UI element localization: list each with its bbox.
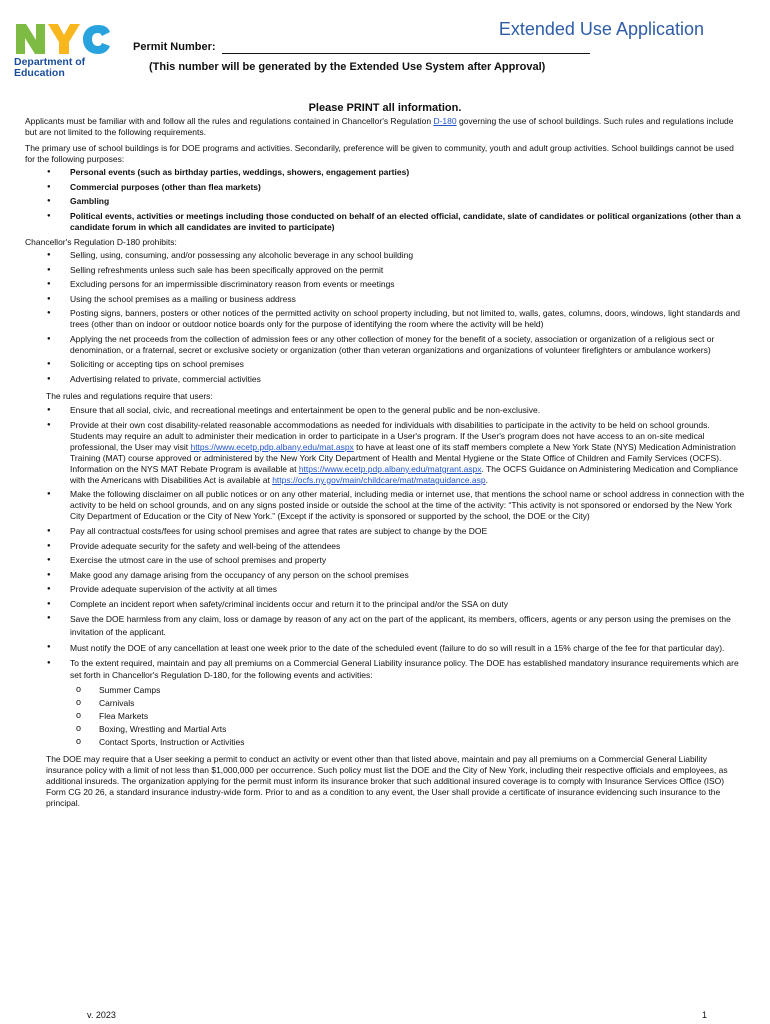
- list-item: ● Make good any damage arising from the occupancy of any person on the school premises: [25, 570, 745, 581]
- prohibited-purposes-list: [25, 167, 745, 233]
- rule-text: Provide at their own cost disability-related reasonable accommodations as needed for individuals with disabilities to participate in the activity to be held on school grounds. Students may require an adult to administer their medication in order to participate in a User's program. If the User's program does not have access to an on-site medical professional, the User may visit: [70, 419, 710, 452]
- list-item: [25, 658, 745, 680]
- list-item: ● Gambling: [25, 196, 745, 207]
- list-item: o Summer Camps: [25, 685, 745, 696]
- list-item: o Boxing, Wrestling and Martial Arts: [25, 724, 745, 735]
- list-item: ● Excluding persons for an impermissible discriminatory reason from events or meetings: [25, 279, 745, 290]
- rule-text: To the extent required, maintain and pay all premiums on a Commercial General Liability insurance policy. The DOE has established mandatory insurance requirements which are set forth in Chancellor's Regulation D-180, for the following events and activities:: [70, 658, 739, 680]
- list-item: ● Posting signs, banners, posters or other notices of the permitted activity on school property including, but not limited to, walls, gates, columns, doors, windows, light standards and trees (other than on indoor or outdoor notice boards only for the purpose of identifying the room where the activity will be held): [25, 308, 745, 330]
- intro-text-a: Applicants must be familiar with and follow all the rules and regulations contained in Chancellor's Regulation: [25, 116, 434, 126]
- logo-line-2: Education: [14, 67, 65, 79]
- list-item: ● Commercial purposes (other than flea markets): [25, 182, 745, 193]
- list-item: ● Soliciting or accepting tips on school premises: [25, 359, 745, 370]
- page-title: Extended Use Application: [498, 19, 704, 39]
- list-item: ● Ensure that all social, civic, and recreational meetings and entertainment be open to the general public and be non-exclusive.: [25, 405, 745, 416]
- rule-text: .: [485, 474, 488, 485]
- list-item: ● Political events, activities or meetings including those conducted on behalf of an elected official, candidate, slate of candidates or political organizations (other than a candidate forum in which all candidates are invited to participate): [25, 211, 745, 233]
- print-heading: Please PRINT all information.: [308, 102, 462, 114]
- permit-number-note: (This number will be generated by the Extended Use System after Approval): [149, 61, 546, 73]
- list-item: ● Using the school premises as a mailing or business address: [25, 294, 745, 305]
- list-item: ● Provide adequate supervision of the activity at all times: [25, 584, 745, 595]
- list-item: ● Exercise the utmost care in the use of school premises and property: [25, 555, 745, 566]
- list-item: ● Applying the net proceeds from the collection of admission fees or any other collection of money for the benefit of a society, association or organization of a religious sect or denomination, or a fraternal, secret or exclusive society or organization (other than veteran organizations and organizations of volunteer firefighters or ambulance workers): [25, 334, 745, 356]
- list-item: ● Selling, using, consuming, and/or possessing any alcoholic beverage in any school building: [25, 250, 745, 261]
- user-rules-list: [25, 405, 745, 681]
- list-item: ● Personal events (such as birthday parties, weddings, showers, engagement parties): [25, 167, 745, 178]
- insurance-events-list: [25, 685, 745, 748]
- rule-text: . The OCFS Guidance on Administering Medication and Compliance with the Americans with Disabilities Act is available at: [70, 463, 738, 485]
- list-item: ● Pay all contractual costs/fees for using school premises and agree that rates are subject to change by the DOE: [25, 526, 745, 537]
- list-item: ● Complete an incident report when safety/criminal incidents occur and return it to the principal and/or the SSA on duty: [25, 599, 745, 610]
- list-item: o Flea Markets: [25, 711, 745, 722]
- list-item: ● Selling refreshments unless such sale has been specifically approved on the permit: [25, 265, 745, 276]
- permit-number-label: Permit Number:: [133, 41, 216, 53]
- list-item: [25, 420, 745, 486]
- list-item: ● Save the DOE harmless from any claim, loss or damage by reason of any act on the part of the applicant, its members, officers, agents or any person using the premises on the invitation of the applicant.: [25, 613, 745, 639]
- list-item: o Carnivals: [25, 698, 745, 709]
- intro-text-b: governing the use of school buildings. Such rules and regulations include but are not limited to the following requirements.: [25, 116, 734, 138]
- list-item: o Contact Sports, Instruction or Activities: [25, 737, 745, 748]
- list-item: ● Advertising related to private, commercial activities: [25, 374, 745, 385]
- list-item: ● Provide adequate security for the safety and well-being of the attendees: [25, 541, 745, 552]
- nyc-logo-icon: [14, 20, 124, 56]
- rules-heading: The rules and regulations require that users:: [46, 390, 213, 401]
- nyc-doe-logo: [14, 20, 124, 82]
- intro-paragraph-1: [25, 116, 745, 138]
- d180-prohibits-list: [25, 250, 745, 385]
- permit-number-row: [133, 40, 590, 54]
- intro-paragraph-2: The primary use of school buildings is for DOE programs and activities. Secondarily, preference will be given to community, youth and adult group activities. School buildings cannot be used for the following purposes:: [25, 143, 734, 165]
- version-label: v. 2023: [87, 1010, 116, 1020]
- d180-heading: Chancellor's Regulation D-180 prohibits:: [25, 236, 177, 247]
- mat-link[interactable]: https://www.ecetp.pdp.albany.edu/mat.aspx: [190, 441, 354, 452]
- list-item: ● Make the following disclaimer on all public notices or on any other material, including media or internet use, that mentions the school name or school address in connection with the activity to be held on school grounds, and on any signs posted inside or outside the school at the time of the activity: “This activity is not sponsored or endorsed by the New York City Department of Education or the City of New York.” (Except if the activity is sponsored or supported by the school, the DOE or the City): [25, 489, 745, 522]
- matgrant-link[interactable]: https://www.ecetp.pdp.albany.edu/matgrant.aspx: [298, 463, 482, 474]
- ocfs-guidance-link[interactable]: https://ocfs.ny.gov/main/childcare/mat/mataguidance.asp: [272, 474, 486, 485]
- page-number: 1: [702, 1010, 708, 1020]
- d180-link[interactable]: D-180: [433, 116, 457, 126]
- permit-number-field[interactable]: [222, 43, 590, 54]
- closing-paragraph: The DOE may require that a User seeking a permit to conduct an activity or event other than that listed above, maintain and pay all premiums on a Commercial General Liability insurance policy with a limit of not less than $1,000,000 per occurrence. Such policy must list the DOE and the City of New York, including their respective officials and employees, as additional insureds. The organization applying for the permit must inform its insurance broker that such additional insured coverage is to comply with Insurance Services Office (ISO) Form CG 20 26, a standard insurance industry-wide form. Prior to and as a condition to any event, the User shall provide a certificate of insurance evidencing such insurance to the principal.: [46, 753, 728, 808]
- list-item: ● Must notify the DOE of any cancellation at least one week prior to the date of the scheduled event (failure to do so will result in a 15% charge of the fee for that particular day).: [25, 642, 745, 655]
- rule-text: to have at least one of its staff members complete a New York State (NYS) Medication Administration Training (MAT) course approved or administered by the New York City Department of Health and Mental Hygiene or the State Office of Children and Family Services (OCFS). Information on the NYS MAT Rebate Program is available at: [70, 441, 736, 474]
- document-body: [25, 116, 745, 814]
- logo-line-1: Department of: [14, 56, 86, 68]
